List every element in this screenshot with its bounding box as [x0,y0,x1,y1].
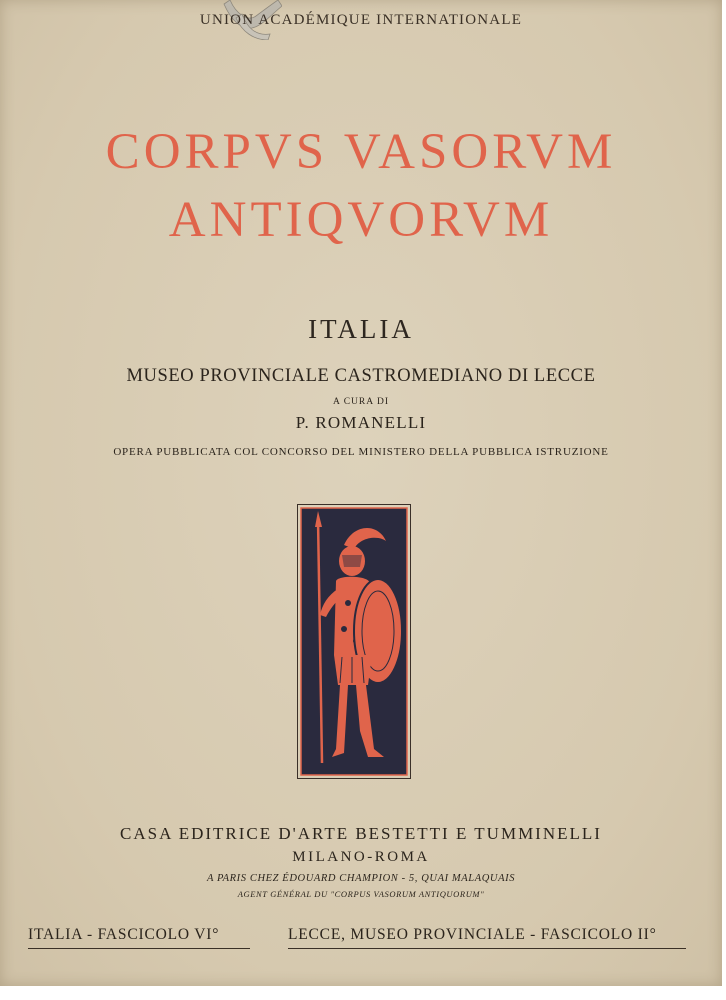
agent-note: AGENT GÉNÉRAL DU "CORPUS VASORUM ANTIQUORUM" [237,889,485,899]
footer-fascicle-right: LECCE, MUSEO PROVINCIALE - FASCICOLO II° [288,926,657,943]
series-union: UNION ACADÉMIQUE INTERNATIONALE [199,12,523,28]
title-line-2: ANTIQVORVM [168,192,554,248]
editor-name: P. ROMANELLI [295,413,427,432]
publisher-name: CASA EDITRICE D'ARTE BESTETTI E TUMMINELLI [120,824,602,843]
publisher-city: MILANO-ROMA [292,849,430,865]
country-heading: ITALIA [308,314,414,344]
paris-agent: A PARIS CHEZ ÉDOUARD CHAMPION - 5, QUAI MALAQUAIS [206,873,516,884]
footer-rule-left [28,948,250,949]
title-line-1: CORPVS VASORVM [105,124,617,180]
museum-name: MUSEO PROVINCIALE CASTROMEDIANO DI LECCE [126,366,596,386]
footer-fascicle-left: ITALIA - FASCICOLO VI° [28,926,220,943]
vase-illustration [297,504,411,779]
curated-by-label: A CURA DI [333,397,389,407]
patronage-note: OPERA PUBBLICATA COL CONCORSO DEL MINISTERO DELLA PUBBLICA ISTRUZIONE [113,446,609,458]
red-figure-warrior-icon [298,505,410,778]
footer-rule-right [288,948,686,949]
